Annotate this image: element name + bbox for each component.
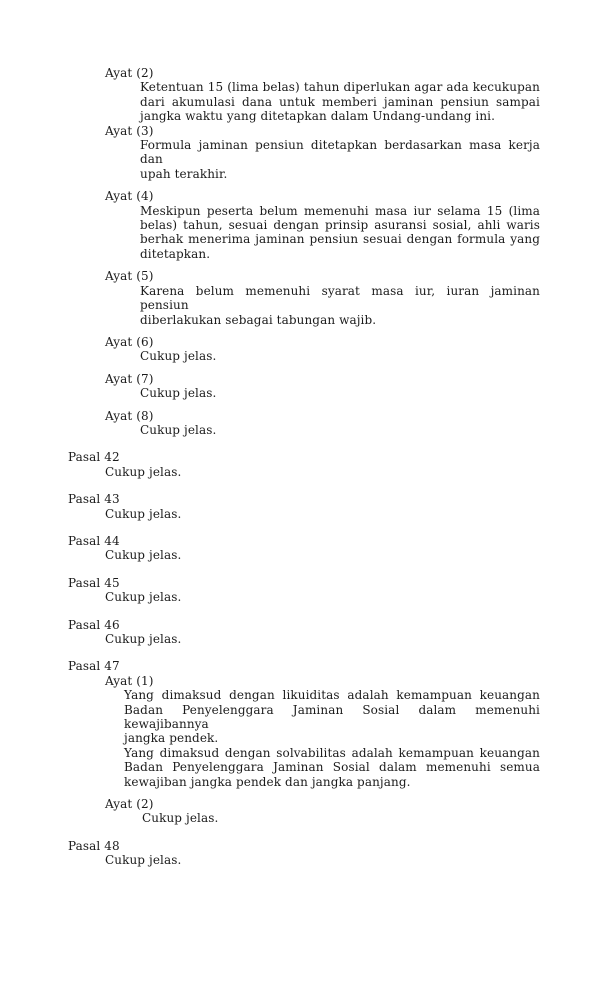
ayat-label: Ayat (5)	[105, 269, 154, 284]
ayat-body	[140, 204, 540, 262]
ayat-body	[140, 80, 540, 123]
pasal-label: Pasal 48	[68, 838, 120, 853]
ayat-section-8	[105, 409, 540, 438]
body-line: Badan Penyelenggara Jaminan Sosial dalam memenuhi kewajibannya	[124, 702, 540, 732]
ayat-section-6	[105, 335, 540, 364]
body-line: dari akumulasi dana untuk memberi jaminan pensiun sampai	[140, 94, 540, 109]
ayat-section-7	[105, 372, 540, 401]
cukup-jelas-text: Cukup jelas.	[105, 632, 182, 646]
ayat-section-47-2	[105, 797, 540, 826]
cukup-jelas-text: Cukup jelas.	[140, 386, 217, 401]
ayat-label: Ayat (7)	[105, 371, 154, 386]
document-content	[68, 66, 540, 868]
pasal-label: Pasal 45	[68, 575, 120, 590]
ayat-section-2	[105, 66, 540, 124]
ayat-body	[124, 688, 540, 789]
body-line: ditetapkan.	[140, 246, 211, 261]
cukup-jelas-text: Cukup jelas.	[140, 349, 217, 364]
body-line: belas) tahun, sesuai dengan prinsip asuransi sosial, ahli waris	[140, 218, 540, 233]
pasal-section-48	[68, 839, 540, 868]
ayat-label: Ayat (1)	[105, 673, 154, 688]
ayat-section-3	[105, 124, 540, 182]
pasal-label: Pasal 42	[68, 450, 120, 465]
pasal-label: Pasal 43	[68, 492, 120, 507]
cukup-jelas-text: Cukup jelas.	[105, 590, 182, 605]
ayat-label: Ayat (6)	[105, 334, 154, 349]
body-line: Ketentuan 15 (lima belas) tahun diperlukan agar ada kecukupan	[140, 80, 540, 95]
cukup-jelas-text: Cukup jelas.	[140, 422, 217, 437]
body-line: jangka pendek.	[124, 731, 219, 746]
body-line: jangka waktu yang ditetapkan dalam Undang-undang ini.	[140, 109, 496, 124]
cukup-jelas-text: Cukup jelas.	[105, 464, 182, 479]
ayat-body	[140, 349, 540, 363]
cukup-jelas-text: Cukup jelas.	[105, 548, 182, 563]
ayat-label: Ayat (2)	[105, 797, 154, 812]
ayat-section-47-1	[105, 674, 540, 789]
pasal-label: Pasal 47	[68, 659, 120, 674]
body-line: Badan Penyelenggara Jaminan Sosial dalam memenuhi semua	[124, 760, 540, 775]
ayat-section-5	[105, 269, 540, 327]
pasal-label: Pasal 44	[68, 533, 120, 548]
pasal-section-46	[68, 618, 540, 647]
body-line: kewajiban jangka pendek dan jangka panjang.	[124, 774, 411, 789]
pasal-section-43	[68, 492, 540, 521]
body-line: Meskipun peserta belum memenuhi masa iur selama 15 (lima	[140, 203, 540, 218]
ayat-body	[140, 423, 540, 437]
body-line: Yang dimaksud dengan likuiditas adalah kemampuan keuangan	[124, 688, 540, 703]
ayat-body	[140, 386, 540, 400]
cukup-jelas-text: Cukup jelas.	[105, 853, 182, 868]
pasal-section-45	[68, 576, 540, 605]
ayat-label: Ayat (2)	[105, 66, 154, 80]
body-line: Formula jaminan pensiun ditetapkan berdasarkan masa kerja dan	[140, 138, 540, 167]
ayat-body	[140, 138, 540, 181]
body-line: Karena belum memenuhi syarat masa iur, iuran jaminan pensiun	[140, 283, 540, 313]
pasal-section-44	[68, 534, 540, 563]
ayat-label: Ayat (4)	[105, 189, 154, 204]
body-line: diberlakukan sebagai tabungan wajib.	[140, 312, 377, 327]
pasal-section-42	[68, 450, 540, 479]
cukup-jelas-text: Cukup jelas.	[142, 811, 219, 826]
ayat-body	[140, 284, 540, 327]
ayat-label: Ayat (8)	[105, 408, 154, 423]
body-line: Yang dimaksud dengan solvabilitas adalah kemampuan keuangan	[124, 745, 540, 760]
cukup-jelas-text: Cukup jelas.	[105, 506, 182, 521]
body-line: upah terakhir.	[140, 166, 228, 181]
pasal-section-47	[68, 659, 540, 825]
ayat-label: Ayat (3)	[105, 123, 154, 138]
ayat-section-4	[105, 189, 540, 261]
body-line: berhak menerima jaminan pensiun sesuai dengan formula yang	[140, 232, 540, 247]
pasal-label: Pasal 46	[68, 617, 120, 632]
